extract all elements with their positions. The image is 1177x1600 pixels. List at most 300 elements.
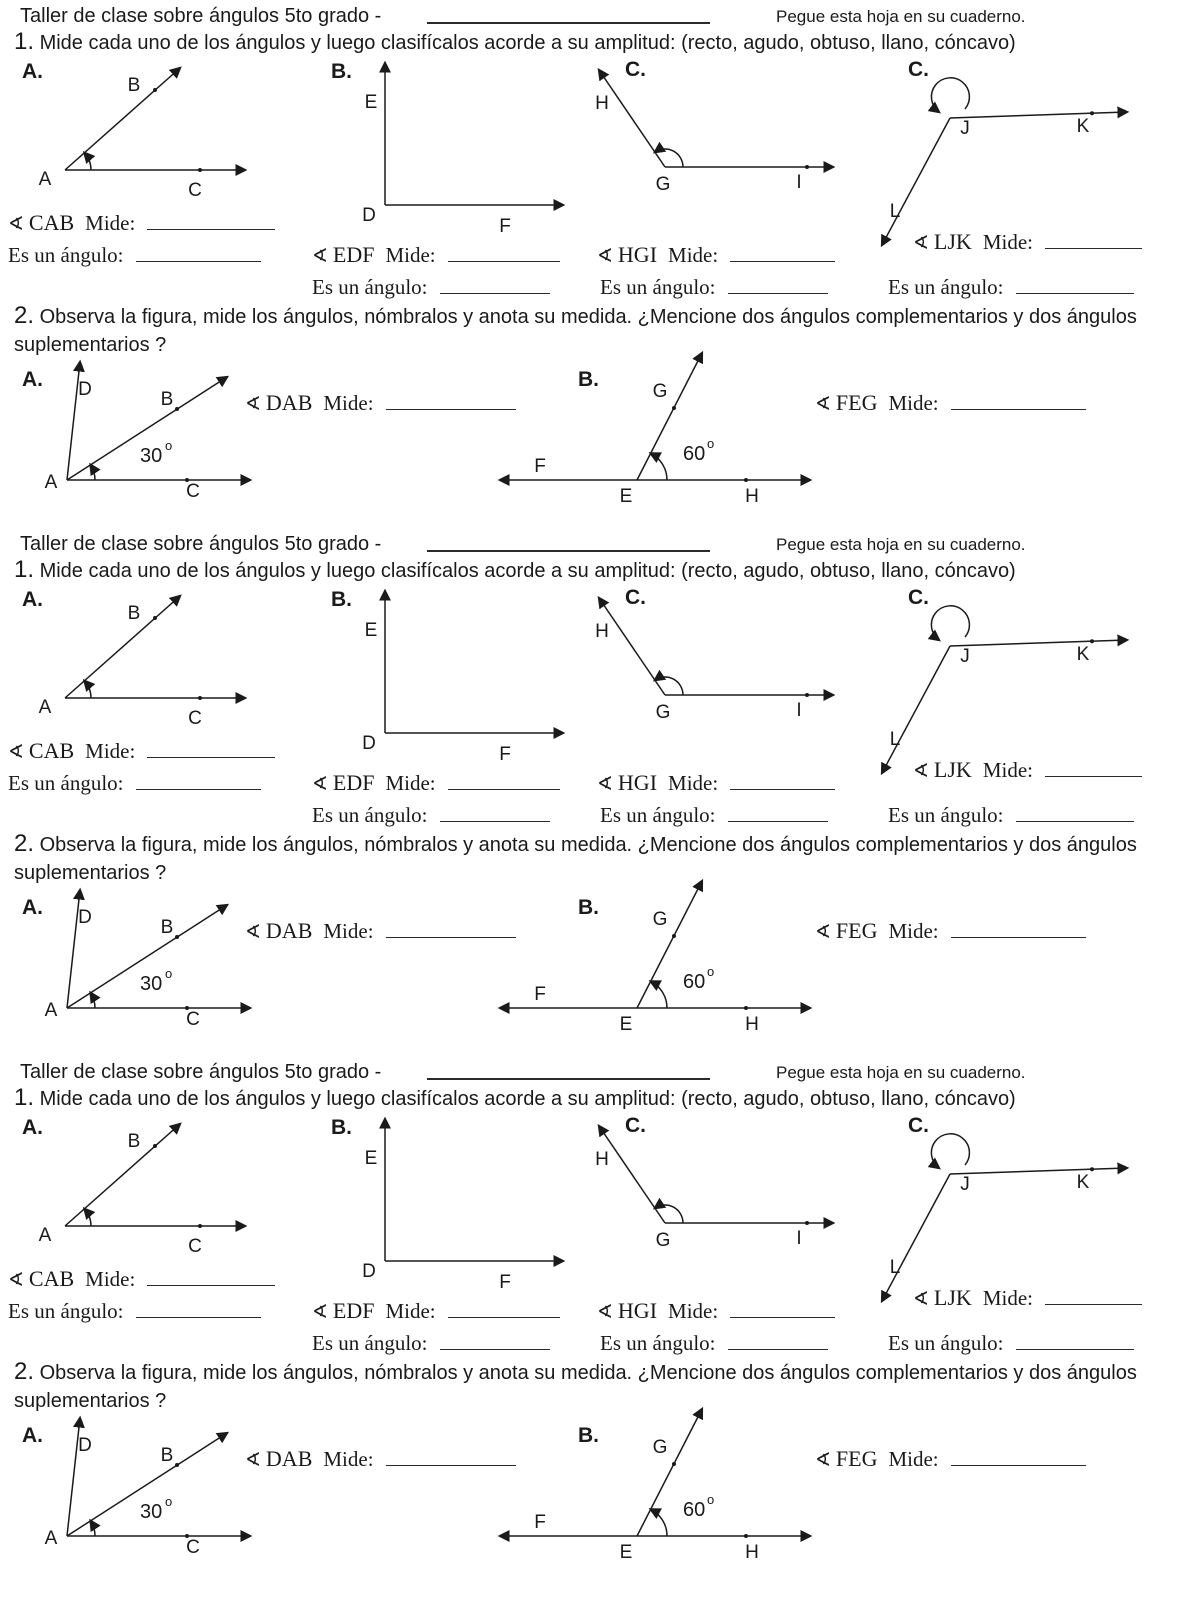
angle-figure-ljk [855, 1111, 1145, 1311]
degree-mark: o [707, 436, 715, 451]
classification-line-hgi [600, 1331, 828, 1356]
classification-line-cab [8, 771, 261, 796]
angle-figure-edf [355, 583, 575, 763]
angle-symbol-icon: ∢ [312, 774, 328, 795]
worksheet-copy [0, 528, 1177, 1056]
figure-tag-e2-b: B. [578, 896, 599, 919]
ray-ab [65, 596, 180, 698]
question-2-text: Observa la figura, mide los ángulos, nómbralos y anota su medida. ¿Mencione dos ángulos complementarios y dos ángulos suplementarios ? [14, 306, 1137, 356]
figure-tag-e1-c: C. [625, 58, 646, 81]
angle-value-label: 60 [683, 971, 706, 993]
point-dot [805, 693, 809, 697]
mide-label: Mide: [888, 919, 939, 943]
angle-symbol-icon: ∢ [815, 922, 831, 943]
mide-label: Mide: [385, 243, 436, 267]
point-label-c: C [186, 1009, 200, 1030]
point-label-a: A [38, 697, 52, 718]
angle-name-feg: FEG [835, 918, 878, 943]
question-1-number: 1. [14, 556, 35, 583]
classification-line-hgi [600, 803, 828, 828]
classification-blank-edf[interactable] [440, 276, 550, 294]
measure-line-dab [245, 390, 516, 416]
point-label-j: J [960, 646, 970, 667]
figure-tag-e2-b: B. [578, 368, 599, 391]
point-dot [175, 935, 179, 939]
question-2-text: Observa la figura, mide los ángulos, nómbralos y anota su medida. ¿Mencione dos ángulos complementarios y dos ángulos suplementarios ? [14, 834, 1137, 884]
question-2-number: 2. [14, 1358, 35, 1385]
point-label-e: E [619, 486, 633, 507]
es-un-angulo-label: Es un ángulo: [8, 243, 124, 267]
measure-blank-edf[interactable] [448, 772, 560, 790]
point-dot [153, 88, 157, 92]
angle-name-ljk: LJK [933, 229, 972, 254]
point-label-c: C [188, 708, 202, 729]
point-label-h: H [745, 1542, 759, 1563]
measure-blank-edf[interactable] [448, 1300, 560, 1318]
reflex-angle-arc [931, 606, 969, 640]
point-dot [744, 1534, 748, 1538]
angle-name-edf: EDF [332, 242, 375, 267]
angle-arc [651, 453, 667, 480]
measure-line-ljk [913, 229, 1142, 255]
measure-line-hgi [597, 1298, 835, 1324]
angle-figure-dab [15, 883, 265, 1043]
mide-label: Mide: [85, 739, 136, 763]
angle-symbol-icon: ∢ [913, 1289, 929, 1310]
angle-name-dab: DAB [265, 918, 313, 943]
worksheet-title: Taller de clase sobre ángulos 5to grado - [20, 1061, 382, 1083]
point-label-b: B [127, 1131, 141, 1152]
paste-instruction: Pegue esta hoja en su cuaderno. [776, 1063, 1026, 1082]
measure-line-edf [312, 1298, 560, 1324]
angle-symbol-icon: ∢ [597, 774, 613, 795]
measure-blank-feg[interactable] [951, 920, 1086, 938]
angle-arc [84, 153, 91, 170]
angle-arc [91, 1521, 96, 1536]
angle-figure-feg [490, 873, 820, 1038]
measure-line-ljk [913, 1285, 1142, 1311]
classification-blank-cab[interactable] [136, 244, 261, 262]
student-name-blank[interactable] [427, 531, 710, 552]
figure-tag-e1-c2: C. [908, 1114, 929, 1137]
mide-label: Mide: [385, 771, 436, 795]
measure-line-ljk [913, 757, 1142, 783]
angle-symbol-icon: ∢ [8, 1270, 24, 1291]
classification-line-edf [312, 1331, 550, 1356]
angle-symbol-icon: ∢ [815, 394, 831, 415]
point-label-h: H [745, 1014, 759, 1035]
question-1 [14, 28, 1166, 56]
degree-mark: o [707, 1492, 715, 1507]
angle-symbol-icon: ∢ [913, 761, 929, 782]
angle-arc [84, 1209, 91, 1226]
measure-line-edf [312, 770, 560, 796]
point-label-e: E [364, 620, 378, 641]
point-label-i: I [796, 172, 802, 193]
angle-arc [91, 993, 96, 1008]
point-label-e: E [364, 92, 378, 113]
degree-mark: o [165, 438, 173, 453]
measure-line-dab [245, 1446, 516, 1472]
angle-name-feg: FEG [835, 1446, 878, 1471]
question-1 [14, 556, 1166, 584]
classification-blank-ljk[interactable] [1016, 1332, 1134, 1350]
angle-name-hgi: HGI [617, 242, 658, 267]
angle-name-ljk: LJK [933, 1285, 972, 1310]
mide-label: Mide: [85, 1267, 136, 1291]
measure-blank-cab[interactable] [147, 1268, 275, 1286]
classification-line-ljk [888, 1331, 1134, 1356]
measure-line-edf [312, 242, 560, 268]
ray-gh [599, 598, 665, 695]
point-label-a: A [38, 1225, 52, 1246]
angle-figure-cab [10, 1114, 300, 1264]
ray-jl [882, 646, 950, 773]
point-label-k: K [1076, 1172, 1090, 1193]
figure-tag-e2-b: B. [578, 1424, 599, 1447]
classification-blank-edf[interactable] [440, 804, 550, 822]
point-label-g: G [655, 174, 671, 195]
point-label-a: A [44, 1528, 58, 1549]
mide-label: Mide: [668, 1299, 719, 1323]
figure-tag-e1-a: A. [22, 588, 43, 611]
measure-line-hgi [597, 242, 835, 268]
measure-blank-cab[interactable] [147, 740, 275, 758]
point-label-b: B [160, 389, 174, 410]
point-label-h: H [595, 1149, 609, 1170]
angle-value-label: 30 [140, 1501, 163, 1523]
worksheet-title: Taller de clase sobre ángulos 5to grado - [20, 533, 382, 555]
angle-name-hgi: HGI [617, 770, 658, 795]
measure-blank-dab[interactable] [386, 1448, 516, 1466]
classification-line-ljk [888, 275, 1134, 300]
point-dot [1090, 111, 1094, 115]
measure-blank-dab[interactable] [386, 392, 516, 410]
point-dot [805, 1221, 809, 1225]
measure-line-cab [8, 210, 275, 236]
classification-blank-ljk[interactable] [1016, 804, 1134, 822]
mide-label: Mide: [668, 243, 719, 267]
point-label-d: D [78, 907, 92, 928]
mide-label: Mide: [385, 1299, 436, 1323]
measure-blank-ljk[interactable] [1045, 1287, 1142, 1305]
es-un-angulo-label: Es un ángulo: [888, 275, 1004, 299]
point-label-l: L [889, 729, 901, 750]
point-label-l: L [889, 1257, 901, 1278]
question-1-number: 1. [14, 28, 35, 55]
point-dot [175, 407, 179, 411]
reflex-angle-arc [931, 78, 969, 112]
ray-jl [882, 1174, 950, 1301]
angle-figure-dab [15, 355, 265, 515]
point-dot [153, 616, 157, 620]
angle-figure-hgi [585, 1114, 845, 1254]
point-label-g: G [655, 702, 671, 723]
angle-value-label: 30 [140, 445, 163, 467]
measure-blank-dab[interactable] [386, 920, 516, 938]
figure-tag-e1-c: C. [625, 1114, 646, 1137]
angle-figure-hgi [585, 586, 845, 726]
figure-tag-e1-b: B. [331, 60, 352, 83]
point-label-g: G [652, 1437, 668, 1458]
angle-symbol-icon: ∢ [245, 394, 261, 415]
point-dot [175, 1463, 179, 1467]
point-label-l: L [889, 201, 901, 222]
mide-label: Mide: [982, 758, 1033, 782]
measure-blank-feg[interactable] [951, 1448, 1086, 1466]
measure-line-cab [8, 738, 275, 764]
classification-line-ljk [888, 803, 1134, 828]
measure-line-cab [8, 1266, 275, 1292]
point-dot [198, 696, 202, 700]
point-label-f: F [534, 1512, 546, 1533]
classification-blank-edf[interactable] [440, 1332, 550, 1350]
figure-tag-e1-c2: C. [908, 58, 929, 81]
ray-jk [950, 1168, 1127, 1174]
worksheet-copy [0, 1056, 1177, 1584]
measure-line-hgi [597, 770, 835, 796]
classification-blank-ljk[interactable] [1016, 276, 1134, 294]
degree-mark: o [707, 964, 715, 979]
angle-name-ljk: LJK [933, 757, 972, 782]
angle-name-dab: DAB [265, 390, 313, 415]
measure-line-dab [245, 918, 516, 944]
angle-value-label: 60 [683, 443, 706, 465]
question-1-text: Mide cada uno de los ángulos y luego clasifícalos acorde a su amplitud: (recto, agudo, obtuso, llano, cóncavo) [39, 560, 1016, 582]
es-un-angulo-label: Es un ángulo: [312, 275, 428, 299]
point-label-e: E [364, 1148, 378, 1169]
angle-symbol-icon: ∢ [8, 742, 24, 763]
question-2-number: 2. [14, 302, 35, 329]
mide-label: Mide: [888, 1447, 939, 1471]
point-label-h: H [595, 621, 609, 642]
point-label-f: F [499, 744, 511, 765]
angle-name-dab: DAB [265, 1446, 313, 1471]
mide-label: Mide: [323, 1447, 374, 1471]
es-un-angulo-label: Es un ángulo: [312, 1331, 428, 1355]
angle-symbol-icon: ∢ [913, 233, 929, 254]
angle-figure-cab [10, 586, 300, 736]
question-1 [14, 1084, 1166, 1112]
angle-name-cab: CAB [28, 210, 75, 235]
worksheet-title: Taller de clase sobre ángulos 5to grado - [20, 5, 382, 27]
point-label-a: A [44, 472, 58, 493]
classification-line-hgi [600, 275, 828, 300]
angle-figure-ljk [855, 55, 1145, 255]
angle-value-label: 60 [683, 1499, 706, 1521]
mide-label: Mide: [668, 771, 719, 795]
angle-symbol-icon: ∢ [312, 1302, 328, 1323]
student-name-blank[interactable] [427, 1059, 710, 1080]
mide-label: Mide: [888, 391, 939, 415]
point-label-f: F [534, 984, 546, 1005]
angle-name-cab: CAB [28, 738, 75, 763]
figure-tag-e2-a: A. [22, 896, 43, 919]
ray-gh [599, 70, 665, 167]
point-dot [744, 1006, 748, 1010]
mide-label: Mide: [323, 919, 374, 943]
mide-label: Mide: [982, 230, 1033, 254]
measure-blank-hgi[interactable] [730, 1300, 835, 1318]
question-2-number: 2. [14, 830, 35, 857]
point-label-c: C [186, 481, 200, 502]
point-label-i: I [796, 1228, 802, 1249]
angle-symbol-icon: ∢ [597, 1302, 613, 1323]
point-label-d: D [78, 379, 92, 400]
question-1-text: Mide cada uno de los ángulos y luego clasifícalos acorde a su amplitud: (recto, agudo, obtuso, llano, cóncavo) [39, 1088, 1016, 1110]
point-label-a: A [38, 169, 52, 190]
angle-name-cab: CAB [28, 1266, 75, 1291]
es-un-angulo-label: Es un ángulo: [8, 1299, 124, 1323]
classification-blank-cab[interactable] [136, 772, 261, 790]
point-label-c: C [188, 180, 202, 201]
mide-label: Mide: [982, 1286, 1033, 1310]
student-name-blank[interactable] [427, 3, 710, 24]
angle-symbol-icon: ∢ [245, 1450, 261, 1471]
point-dot [672, 406, 676, 410]
ray-ab [65, 68, 180, 170]
angle-figure-feg [490, 1401, 820, 1566]
measure-line-feg [815, 918, 1086, 944]
angle-figure-ljk [855, 583, 1145, 783]
angle-figure-hgi [585, 58, 845, 198]
degree-mark: o [165, 966, 173, 981]
point-dot [1090, 639, 1094, 643]
figure-tag-e2-a: A. [22, 1424, 43, 1447]
point-dot [198, 1224, 202, 1228]
classification-line-cab [8, 243, 261, 268]
angle-symbol-icon: ∢ [312, 246, 328, 267]
figure-tag-e2-a: A. [22, 368, 43, 391]
point-dot [153, 1144, 157, 1148]
figure-tag-e1-c2: C. [908, 586, 929, 609]
classification-blank-hgi[interactable] [728, 276, 828, 294]
point-dot [1090, 1167, 1094, 1171]
angle-arc [651, 981, 667, 1008]
point-label-g: G [652, 381, 668, 402]
classification-blank-hgi[interactable] [728, 804, 828, 822]
es-un-angulo-label: Es un ángulo: [600, 1331, 716, 1355]
paste-instruction: Pegue esta hoja en su cuaderno. [776, 7, 1026, 26]
angle-figure-cab [10, 58, 300, 208]
measure-line-feg [815, 1446, 1086, 1472]
point-label-c: C [188, 1236, 202, 1257]
ray-gh [599, 1126, 665, 1223]
angle-arc [84, 681, 91, 698]
classification-line-edf [312, 275, 550, 300]
es-un-angulo-label: Es un ángulo: [600, 803, 716, 827]
measure-blank-edf[interactable] [448, 244, 560, 262]
classification-line-edf [312, 803, 550, 828]
point-label-d: D [78, 1435, 92, 1456]
measure-blank-hgi[interactable] [730, 772, 835, 790]
point-dot [805, 165, 809, 169]
point-label-j: J [960, 118, 970, 139]
angle-figure-edf [355, 1111, 575, 1291]
point-label-c: C [186, 1537, 200, 1558]
angle-symbol-icon: ∢ [815, 1450, 831, 1471]
es-un-angulo-label: Es un ángulo: [888, 1331, 1004, 1355]
angle-symbol-icon: ∢ [245, 922, 261, 943]
figure-tag-e1-a: A. [22, 1116, 43, 1139]
ray-jl [882, 118, 950, 245]
angle-symbol-icon: ∢ [597, 246, 613, 267]
measure-blank-cab[interactable] [147, 212, 275, 230]
es-un-angulo-label: Es un ángulo: [312, 803, 428, 827]
point-label-f: F [499, 1272, 511, 1293]
es-un-angulo-label: Es un ángulo: [600, 275, 716, 299]
question-1-text: Mide cada uno de los ángulos y luego clasifícalos acorde a su amplitud: (recto, agudo, obtuso, llano, cóncavo) [39, 32, 1016, 54]
es-un-angulo-label: Es un ángulo: [8, 771, 124, 795]
point-dot [672, 934, 676, 938]
point-label-k: K [1076, 644, 1090, 665]
measure-blank-feg[interactable] [951, 392, 1086, 410]
es-un-angulo-label: Es un ángulo: [888, 803, 1004, 827]
point-label-b: B [160, 917, 174, 938]
point-label-g: G [655, 1230, 671, 1251]
angle-arc [651, 1509, 667, 1536]
measure-blank-ljk[interactable] [1045, 231, 1142, 249]
angle-figure-edf [355, 55, 575, 235]
point-dot [198, 168, 202, 172]
worksheet-copy [0, 0, 1177, 528]
angle-name-feg: FEG [835, 390, 878, 415]
ray-jk [950, 640, 1127, 646]
measure-blank-hgi[interactable] [730, 244, 835, 262]
question-2-text: Observa la figura, mide los ángulos, nómbralos y anota su medida. ¿Mencione dos ángulos complementarios y dos ángulos suplementarios ? [14, 1362, 1137, 1412]
point-dot [744, 478, 748, 482]
point-label-g: G [652, 909, 668, 930]
point-label-e: E [619, 1542, 633, 1563]
measure-line-feg [815, 390, 1086, 416]
question-1-number: 1. [14, 1084, 35, 1111]
point-label-f: F [499, 216, 511, 237]
point-label-h: H [595, 93, 609, 114]
figure-tag-e1-a: A. [22, 60, 43, 83]
point-label-b: B [127, 75, 141, 96]
point-label-h: H [745, 486, 759, 507]
angle-arc [91, 465, 96, 480]
reflex-angle-arc [931, 1134, 969, 1168]
angle-name-hgi: HGI [617, 1298, 658, 1323]
classification-line-cab [8, 1299, 261, 1324]
point-label-a: A [44, 1000, 58, 1021]
figure-tag-e1-b: B. [331, 588, 352, 611]
paste-instruction: Pegue esta hoja en su cuaderno. [776, 535, 1026, 554]
angle-symbol-icon: ∢ [8, 214, 24, 235]
ray-jk [950, 112, 1127, 118]
mide-label: Mide: [323, 391, 374, 415]
angle-name-edf: EDF [332, 1298, 375, 1323]
point-label-b: B [160, 1445, 174, 1466]
classification-blank-hgi[interactable] [728, 1332, 828, 1350]
angle-name-edf: EDF [332, 770, 375, 795]
point-label-d: D [362, 205, 376, 226]
angle-figure-dab [15, 1411, 265, 1571]
point-dot [672, 1462, 676, 1466]
point-label-f: F [534, 456, 546, 477]
classification-blank-cab[interactable] [136, 1300, 261, 1318]
point-label-j: J [960, 1174, 970, 1195]
degree-mark: o [165, 1494, 173, 1509]
measure-blank-ljk[interactable] [1045, 759, 1142, 777]
angle-figure-feg [490, 345, 820, 510]
angle-value-label: 30 [140, 973, 163, 995]
point-label-b: B [127, 603, 141, 624]
point-label-d: D [362, 1261, 376, 1282]
figure-tag-e1-c: C. [625, 586, 646, 609]
ray-ab [65, 1124, 180, 1226]
